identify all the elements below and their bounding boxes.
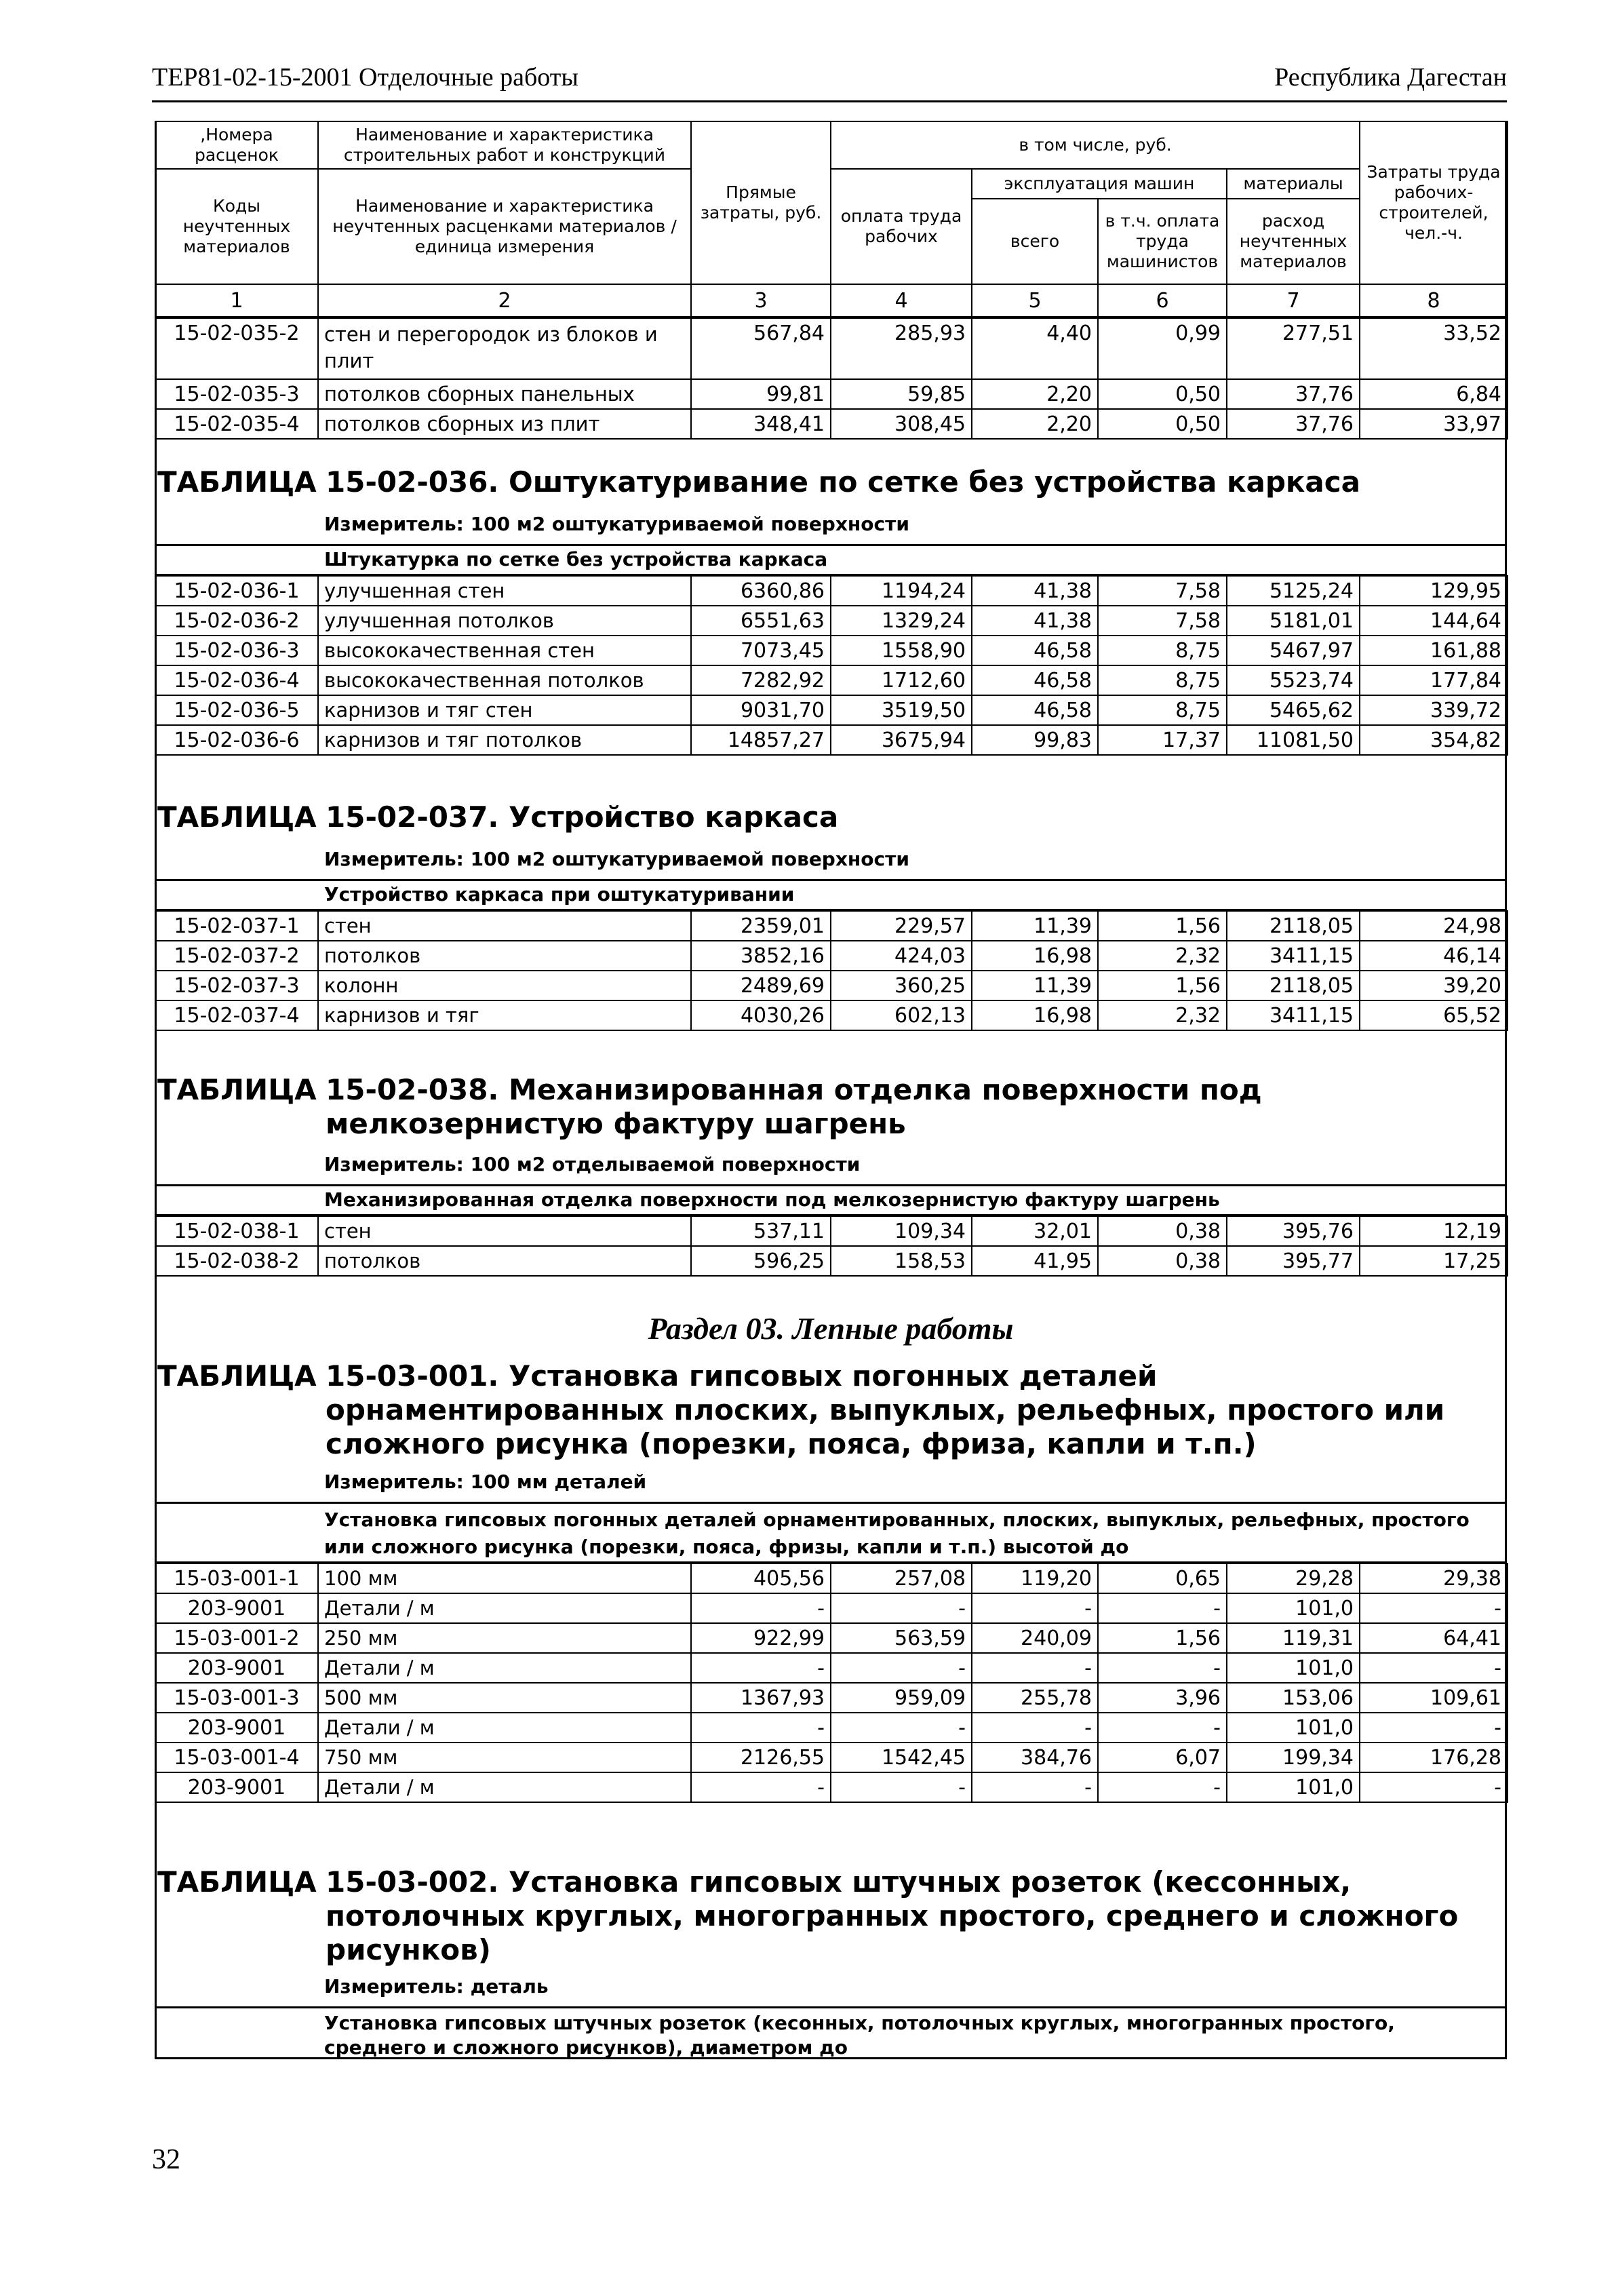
row-name: потолков сборных из плит — [318, 409, 691, 439]
row-labor: 65,52 — [1360, 1000, 1508, 1030]
row-name: 250 мм — [318, 1623, 691, 1653]
row-materials: 101,0 — [1227, 1713, 1360, 1743]
row-labor: 6,84 — [1360, 379, 1508, 409]
row-materials: 5467,97 — [1227, 636, 1360, 665]
measure-unit: Измеритель: 100 мм деталей — [324, 1471, 647, 1493]
table-label: ТАБЛИЦА — [157, 465, 317, 499]
col-machines: эксплуатация машин — [972, 169, 1227, 199]
table-label: ТАБЛИЦА — [157, 1865, 317, 1899]
row-machines: 46,58 — [972, 665, 1098, 695]
row-code: 15-02-035-3 — [155, 379, 318, 409]
row-machines: 41,38 — [972, 606, 1098, 636]
row-direct: 537,11 — [691, 1216, 831, 1246]
col-wages: оплата труда рабочих — [831, 169, 972, 284]
table-038-title — [155, 1073, 1507, 1141]
row-wages: 959,09 — [831, 1683, 972, 1713]
row-labor: - — [1360, 1772, 1508, 1802]
col-material-name: Наименование и характеристика неучтенных расценками материалов / единица измерения — [318, 169, 691, 284]
row-labor: - — [1360, 1713, 1508, 1743]
row-machinists: 3,96 — [1098, 1683, 1227, 1713]
column-header-table — [155, 121, 1508, 319]
row-machinists: 1,56 — [1098, 1623, 1227, 1653]
table-037-rows — [155, 910, 1508, 1031]
table-row — [155, 1743, 1508, 1772]
row-machines: - — [972, 1713, 1098, 1743]
row-direct: - — [691, 1713, 831, 1743]
row-direct: 1367,93 — [691, 1683, 831, 1713]
row-machinists: 17,37 — [1098, 725, 1227, 755]
row-direct: 9031,70 — [691, 695, 831, 725]
table-301-subhead — [155, 1502, 1507, 1563]
table-title: 15-03-001. Установка гипсовых погонных деталей орнаментированных плоских, выпуклых, рельефных, простого или сложного рисунка (порезки, пояса, фриза, капли и т.п.) — [326, 1359, 1445, 1460]
row-machinists: 6,07 — [1098, 1743, 1227, 1772]
row-labor: 161,88 — [1360, 636, 1508, 665]
row-labor: 39,20 — [1360, 971, 1508, 1000]
row-code: 15-02-037-1 — [155, 911, 318, 941]
row-labor: 33,97 — [1360, 409, 1508, 439]
row-materials: 119,31 — [1227, 1623, 1360, 1653]
col-name-head: Наименование и характеристика строительных работ и конструкций — [318, 121, 691, 169]
row-code: 15-03-001-3 — [155, 1683, 318, 1713]
row-direct: 7073,45 — [691, 636, 831, 665]
row-direct: 567,84 — [691, 317, 831, 379]
row-name: стен и перегородок из блоков и плит — [318, 317, 691, 379]
col-num-3: 3 — [691, 284, 831, 318]
row-materials: 5523,74 — [1227, 665, 1360, 695]
row-machinists: 0,50 — [1098, 409, 1227, 439]
section-title: Раздел 03. Лепные работы — [648, 1311, 1014, 1346]
row-materials: 5181,01 — [1227, 606, 1360, 636]
row-code: 15-03-001-1 — [155, 1563, 318, 1593]
row-name: потолков сборных панельных — [318, 379, 691, 409]
row-machines: 46,58 — [972, 695, 1098, 725]
row-labor: 46,14 — [1360, 941, 1508, 971]
row-labor: 17,25 — [1360, 1246, 1508, 1276]
row-code: 15-02-038-1 — [155, 1216, 318, 1246]
table-036-rows — [155, 575, 1508, 756]
row-materials: 101,0 — [1227, 1653, 1360, 1683]
table-301-title — [155, 1359, 1507, 1461]
table-label: ТАБЛИЦА — [157, 800, 317, 834]
row-machinists: 1,56 — [1098, 911, 1227, 941]
row-direct: - — [691, 1772, 831, 1802]
row-materials: 395,77 — [1227, 1246, 1360, 1276]
row-wages: - — [831, 1772, 972, 1802]
row-machinists: 2,32 — [1098, 941, 1227, 971]
row-machines: 46,58 — [972, 636, 1098, 665]
table-label: ТАБЛИЦА — [157, 1073, 317, 1106]
row-direct: 2126,55 — [691, 1743, 831, 1772]
row-materials: 3411,15 — [1227, 941, 1360, 971]
row-direct: 99,81 — [691, 379, 831, 409]
table-row — [155, 971, 1508, 1000]
table-035-rows — [155, 316, 1508, 440]
table-row — [155, 636, 1508, 665]
row-machines: 240,09 — [972, 1623, 1098, 1653]
table-row — [155, 1216, 1508, 1246]
row-wages: 308,45 — [831, 409, 972, 439]
measure-unit: Измеритель: 100 м2 оштукатуриваемой поверхности — [324, 513, 909, 535]
row-name: улучшенная стен — [318, 576, 691, 606]
subhead-text: Устройство каркаса при оштукатуривании — [324, 883, 795, 906]
row-wages: 229,57 — [831, 911, 972, 941]
row-machines: 384,76 — [972, 1743, 1098, 1772]
measure-unit: Измеритель: 100 м2 отделываемой поверхности — [324, 1153, 861, 1175]
col-num-1: 1 — [155, 284, 318, 318]
row-wages: - — [831, 1593, 972, 1623]
row-materials: 199,34 — [1227, 1743, 1360, 1772]
row-labor: 177,84 — [1360, 665, 1508, 695]
row-machines: - — [972, 1653, 1098, 1683]
row-labor: 12,19 — [1360, 1216, 1508, 1246]
row-direct: 7282,92 — [691, 665, 831, 695]
row-name: 500 мм — [318, 1683, 691, 1713]
table-row — [155, 409, 1508, 439]
row-wages: 109,34 — [831, 1216, 972, 1246]
row-code: 203-9001 — [155, 1653, 318, 1683]
row-name: стен — [318, 911, 691, 941]
row-machines: 16,98 — [972, 941, 1098, 971]
row-machinists: 7,58 — [1098, 606, 1227, 636]
row-machinists: - — [1098, 1713, 1227, 1743]
row-name: высококачественная потолков — [318, 665, 691, 695]
row-name: высококачественная стен — [318, 636, 691, 665]
row-machinists: - — [1098, 1593, 1227, 1623]
measure-unit: Измеритель: деталь — [324, 1975, 549, 1998]
row-machines: 41,95 — [972, 1246, 1098, 1276]
row-wages: 602,13 — [831, 1000, 972, 1030]
table-title: 15-02-037. Устройство каркаса — [326, 800, 839, 834]
row-machinists: - — [1098, 1653, 1227, 1683]
row-machinists: 0,38 — [1098, 1216, 1227, 1246]
row-code: 15-02-036-5 — [155, 695, 318, 725]
table-title: 15-03-002. Установка гипсовых штучных розеток (кессонных, потолочных круглых, многогранных простого, среднего и сложного рисунков) — [326, 1865, 1459, 1966]
row-machines: 99,83 — [972, 725, 1098, 755]
subhead-text: Штукатурка по сетке без устройства каркаса — [324, 548, 828, 570]
table-row — [155, 576, 1508, 606]
row-machinists: 8,75 — [1098, 695, 1227, 725]
table-302-title — [155, 1865, 1507, 1967]
row-machinists: 8,75 — [1098, 665, 1227, 695]
row-machines: 119,20 — [972, 1563, 1098, 1593]
row-wages: 257,08 — [831, 1563, 972, 1593]
row-machinists: 1,56 — [1098, 971, 1227, 1000]
row-materials: 37,76 — [1227, 409, 1360, 439]
col-num-2: 2 — [318, 284, 691, 318]
row-name: потолков — [318, 1246, 691, 1276]
row-wages: 424,03 — [831, 941, 972, 971]
table-302-subhead — [155, 2006, 1507, 2059]
row-machines: 16,98 — [972, 1000, 1098, 1030]
header-doc-title: ТЕР81-02-15-2001 Отделочные работы — [152, 63, 578, 92]
row-code: 15-02-035-2 — [155, 317, 318, 379]
row-machinists: 0,38 — [1098, 1246, 1227, 1276]
row-machinists: 0,65 — [1098, 1563, 1227, 1593]
row-labor: 144,64 — [1360, 606, 1508, 636]
row-direct: 6551,63 — [691, 606, 831, 636]
row-machines: 32,01 — [972, 1216, 1098, 1246]
table-037-title — [155, 800, 1507, 834]
row-machines: 11,39 — [972, 911, 1098, 941]
row-wages: 563,59 — [831, 1623, 972, 1653]
row-direct: 3852,16 — [691, 941, 831, 971]
row-materials: 5125,24 — [1227, 576, 1360, 606]
row-code: 15-02-036-2 — [155, 606, 318, 636]
row-wages: 285,93 — [831, 317, 972, 379]
row-machines: - — [972, 1593, 1098, 1623]
row-machinists: 7,58 — [1098, 576, 1227, 606]
col-material-usage: расход неучтенных материалов — [1227, 199, 1360, 284]
row-labor: - — [1360, 1593, 1508, 1623]
measure-unit: Измеритель: 100 м2 оштукатуриваемой поверхности — [324, 848, 909, 870]
col-num-4: 4 — [831, 284, 972, 318]
row-materials: 101,0 — [1227, 1593, 1360, 1623]
row-materials: 277,51 — [1227, 317, 1360, 379]
row-wages: 59,85 — [831, 379, 972, 409]
row-name: Детали / м — [318, 1713, 691, 1743]
col-material-codes: Коды неучтенных материалов — [155, 169, 318, 284]
row-direct: 6360,86 — [691, 576, 831, 606]
row-machinists: 0,50 — [1098, 379, 1227, 409]
row-materials: 395,76 — [1227, 1216, 1360, 1246]
table-301-rows — [155, 1563, 1508, 1803]
row-wages: 3519,50 — [831, 695, 972, 725]
row-machinists: 2,32 — [1098, 1000, 1227, 1030]
row-wages: 1329,24 — [831, 606, 972, 636]
table-row — [155, 1593, 1508, 1623]
row-direct: 348,41 — [691, 409, 831, 439]
row-name: карнизов и тяг потолков — [318, 725, 691, 755]
row-name: карнизов и тяг стен — [318, 695, 691, 725]
col-num-7: 7 — [1227, 284, 1360, 318]
row-name: стен — [318, 1216, 691, 1246]
row-machines: 41,38 — [972, 576, 1098, 606]
row-labor: 339,72 — [1360, 695, 1508, 725]
subhead-text: Установка гипсовых штучных розеток (кесонных, потолочных круглых, многогранных простого, среднего и сложного рисунков), диаметром до — [324, 2012, 1395, 2059]
table-row — [155, 606, 1508, 636]
table-row — [155, 725, 1508, 755]
row-code: 15-03-001-4 — [155, 1743, 318, 1772]
col-including: в том числе, руб. — [831, 121, 1360, 169]
table-row — [155, 1713, 1508, 1743]
row-direct: 4030,26 — [691, 1000, 831, 1030]
row-labor: 176,28 — [1360, 1743, 1508, 1772]
table-036-subhead — [155, 544, 1507, 575]
row-labor: 109,61 — [1360, 1683, 1508, 1713]
row-wages: - — [831, 1713, 972, 1743]
row-machinists: - — [1098, 1772, 1227, 1802]
table-037-subhead — [155, 879, 1507, 910]
row-name: улучшенная потолков — [318, 606, 691, 636]
table-038-rows — [155, 1215, 1508, 1277]
row-materials: 3411,15 — [1227, 1000, 1360, 1030]
row-materials: 5465,62 — [1227, 695, 1360, 725]
row-materials: 153,06 — [1227, 1683, 1360, 1713]
row-name: Детали / м — [318, 1593, 691, 1623]
row-direct: 14857,27 — [691, 725, 831, 755]
row-code: 15-02-036-3 — [155, 636, 318, 665]
row-code: 15-02-036-4 — [155, 665, 318, 695]
row-machines: 255,78 — [972, 1683, 1098, 1713]
row-wages: 1558,90 — [831, 636, 972, 665]
row-code: 203-9001 — [155, 1772, 318, 1802]
col-num-6: 6 — [1098, 284, 1227, 318]
subhead-text: Установка гипсовых погонных деталей орнаментированных, плоских, выпуклых, рельефных, простого или сложного рисунка (порезки, пояса, фризы, капли и т.п.) высотой до — [324, 1509, 1470, 1558]
table-row — [155, 911, 1508, 941]
table-row — [155, 1246, 1508, 1276]
row-wages: 1194,24 — [831, 576, 972, 606]
row-direct: 2489,69 — [691, 971, 831, 1000]
row-labor: 29,38 — [1360, 1563, 1508, 1593]
row-labor: 33,52 — [1360, 317, 1508, 379]
row-direct: 596,25 — [691, 1246, 831, 1276]
row-wages: 360,25 — [831, 971, 972, 1000]
row-name: Детали / м — [318, 1653, 691, 1683]
row-materials: 11081,50 — [1227, 725, 1360, 755]
row-machines: 4,40 — [972, 317, 1098, 379]
table-row — [155, 317, 1508, 379]
col-num-5: 5 — [972, 284, 1098, 318]
row-name: 100 мм — [318, 1563, 691, 1593]
table-row — [155, 379, 1508, 409]
row-direct: - — [691, 1593, 831, 1623]
table-row — [155, 1563, 1508, 1593]
row-machines: - — [972, 1772, 1098, 1802]
row-machines: 2,20 — [972, 379, 1098, 409]
page-number: 32 — [152, 2144, 180, 2175]
table-row — [155, 1623, 1508, 1653]
row-name: колонн — [318, 971, 691, 1000]
col-machines-total: всего — [972, 199, 1098, 284]
row-machinists: 0,99 — [1098, 317, 1227, 379]
row-code: 15-02-038-2 — [155, 1246, 318, 1276]
row-wages: 1542,45 — [831, 1743, 972, 1772]
row-wages: - — [831, 1653, 972, 1683]
table-038-subhead — [155, 1184, 1507, 1215]
row-code: 203-9001 — [155, 1713, 318, 1743]
row-machines: 11,39 — [972, 971, 1098, 1000]
row-name: 750 мм — [318, 1743, 691, 1772]
table-title: 15-02-036. Оштукатуривание по сетке без устройства каркаса — [326, 465, 1360, 499]
row-materials: 101,0 — [1227, 1772, 1360, 1802]
row-code: 15-02-037-4 — [155, 1000, 318, 1030]
table-title: 15-02-038. Механизированная отделка поверхности под мелкозернистую фактуру шагрень — [326, 1073, 1262, 1140]
row-labor: 129,95 — [1360, 576, 1508, 606]
row-code: 203-9001 — [155, 1593, 318, 1623]
row-code: 15-02-036-6 — [155, 725, 318, 755]
row-materials: 37,76 — [1227, 379, 1360, 409]
row-direct: - — [691, 1653, 831, 1683]
table-row — [155, 1653, 1508, 1683]
row-materials: 2118,05 — [1227, 911, 1360, 941]
row-wages: 158,53 — [831, 1246, 972, 1276]
row-materials: 2118,05 — [1227, 971, 1360, 1000]
page-header — [152, 62, 1507, 102]
row-name: карнизов и тяг — [318, 1000, 691, 1030]
row-code: 15-03-001-2 — [155, 1623, 318, 1653]
col-codes-head: ,Номера расценок — [155, 121, 318, 169]
col-num-8: 8 — [1360, 284, 1508, 318]
table-label: ТАБЛИЦА — [157, 1359, 317, 1393]
table-row — [155, 1683, 1508, 1713]
table-036-title — [155, 465, 1507, 499]
col-machinist-wages: в т.ч. оплата труда машинистов — [1098, 199, 1227, 284]
row-code: 15-02-035-4 — [155, 409, 318, 439]
row-direct: 2359,01 — [691, 911, 831, 941]
row-machinists: 8,75 — [1098, 636, 1227, 665]
row-code: 15-02-037-2 — [155, 941, 318, 971]
row-labor: 64,41 — [1360, 1623, 1508, 1653]
table-row — [155, 1000, 1508, 1030]
row-materials: 29,28 — [1227, 1563, 1360, 1593]
subhead-text: Механизированная отделка поверхности под мелкозернистую фактуру шагрень — [324, 1188, 1220, 1211]
table-row — [155, 665, 1508, 695]
row-labor: 24,98 — [1360, 911, 1508, 941]
table-row — [155, 695, 1508, 725]
row-code: 15-02-037-3 — [155, 971, 318, 1000]
row-wages: 1712,60 — [831, 665, 972, 695]
row-wages: 3675,94 — [831, 725, 972, 755]
row-direct: 922,99 — [691, 1623, 831, 1653]
col-materials: материалы — [1227, 169, 1360, 199]
header-region: Республика Дагестан — [1274, 63, 1507, 92]
col-direct-costs: Прямые затраты, руб. — [691, 121, 831, 284]
row-direct: 405,56 — [691, 1563, 831, 1593]
row-name: Детали / м — [318, 1772, 691, 1802]
row-labor: 354,82 — [1360, 725, 1508, 755]
row-labor: - — [1360, 1653, 1508, 1683]
row-machines: 2,20 — [972, 409, 1098, 439]
row-name: потолков — [318, 941, 691, 971]
col-labor: Затраты труда рабочих-строителей, чел.-ч. — [1360, 121, 1508, 284]
table-row — [155, 941, 1508, 971]
row-code: 15-02-036-1 — [155, 576, 318, 606]
table-row — [155, 1772, 1508, 1802]
